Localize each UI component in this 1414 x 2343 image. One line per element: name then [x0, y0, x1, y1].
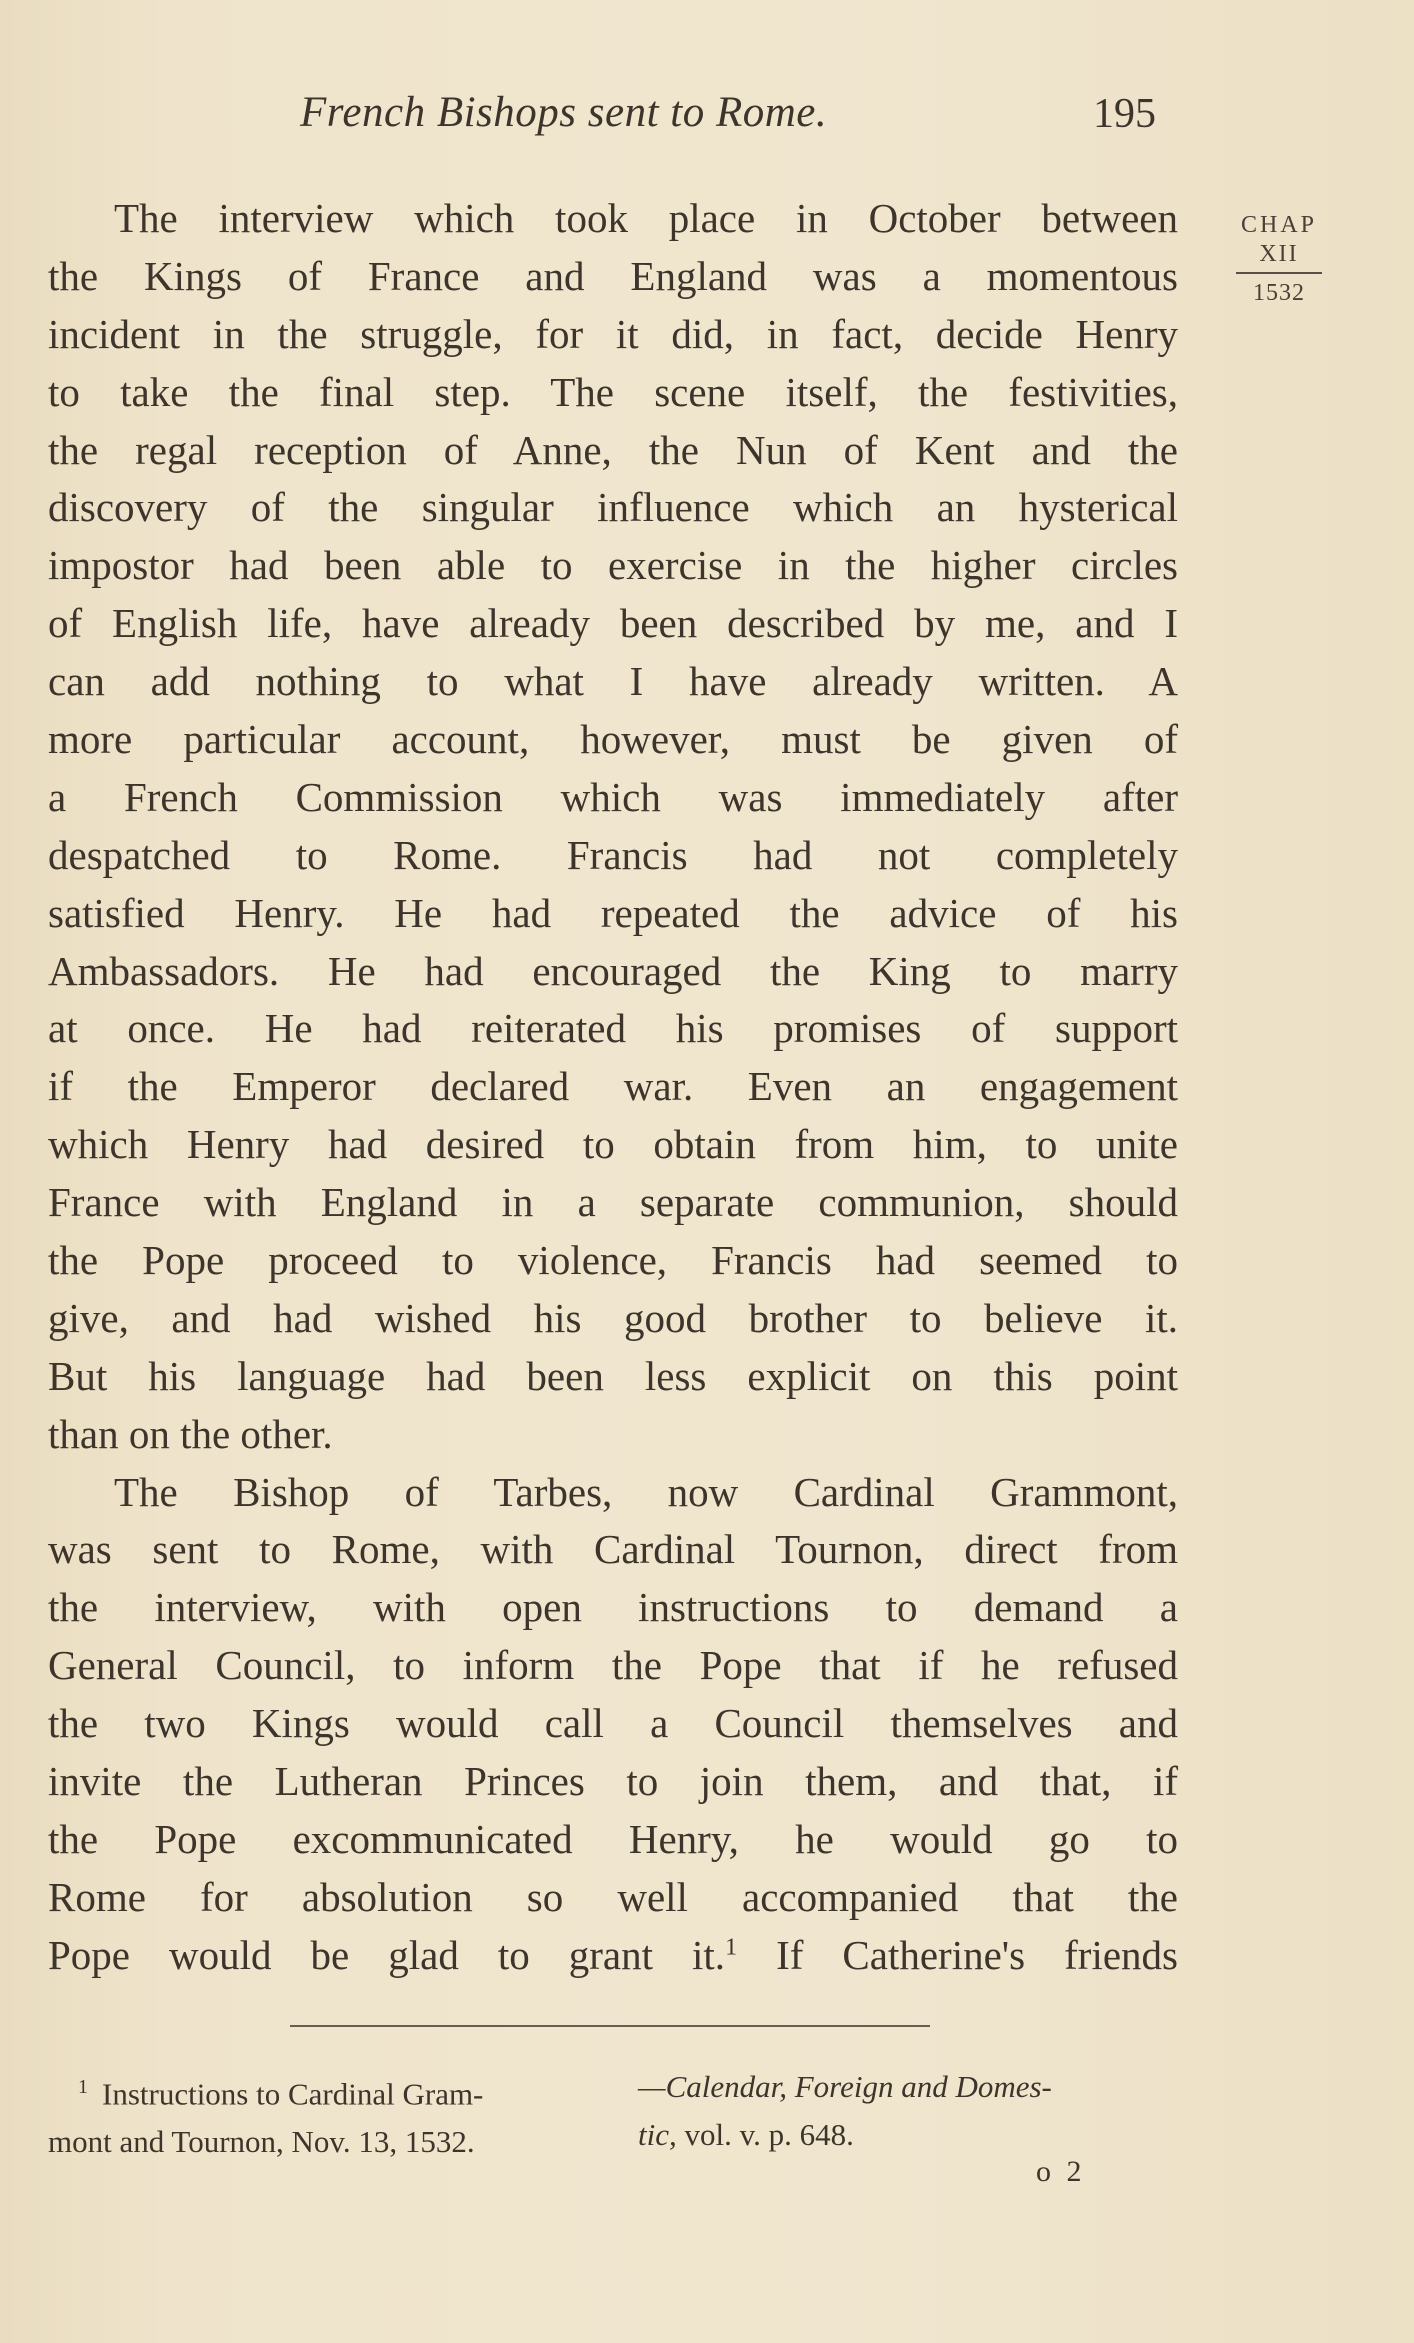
footnote-citation-rest: vol. v. p. 648.: [676, 2117, 854, 2152]
text-line: impostor had been able to exercise in the higher circles: [48, 542, 1178, 589]
text-line: the Pope excommunicated Henry, he would go to: [48, 1815, 1178, 1862]
page-number: 195: [1093, 91, 1156, 137]
footnote-citation-italic: tic,: [638, 2117, 677, 2152]
text-line: the Kings of France and England was a momentous: [48, 252, 1178, 299]
text-line: than on the other.: [48, 1410, 333, 1457]
text-line: despatched to Rome. Francis had not completely: [48, 831, 1178, 878]
text-line-with-footnote-ref: [48, 1927, 1178, 1985]
chapter-label: CHAP: [1240, 212, 1318, 238]
text-line: invite the Lutheran Princes to join them, and that, if: [48, 1758, 1178, 1805]
text-line: a French Commission which was immediately after: [48, 773, 1178, 820]
text-line: Rome for absolution so well accompanied that the: [48, 1873, 1178, 1920]
text-line: The interview which took place in October between: [114, 195, 1178, 241]
text-line: if the Emperor declared war. Even an engagement: [48, 1063, 1178, 1110]
text-line: of English life, have already been described by me, and I: [48, 600, 1178, 647]
text-line: was sent to Rome, with Cardinal Tournon, direct from: [48, 1526, 1178, 1573]
text-line: give, and had wished his good brother to believe it.: [48, 1294, 1178, 1341]
text-line: incident in the struggle, for it did, in fact, decide Henry: [48, 310, 1178, 357]
text-line: the interview, with open instructions to demand a: [48, 1584, 1178, 1631]
footnote-line: [48, 2063, 608, 2118]
text-line: which Henry had desired to obtain from him, to unite: [48, 1121, 1178, 1168]
footnote-reference[interactable]: 1: [725, 1934, 738, 1961]
margin-year: 1532: [1253, 280, 1305, 306]
footnote-text: Instructions to Cardinal Gram-: [102, 2076, 484, 2112]
text-line-end: If Catherine's friends: [737, 1931, 1178, 1978]
text-line: the regal reception of Anne, the Nun of Kent and the: [48, 426, 1178, 473]
footnote-mark: 1: [78, 2076, 88, 2098]
text-line: can add nothing to what I have already written. A: [48, 658, 1178, 705]
running-head: [0, 88, 1414, 148]
margin-rule: [1236, 272, 1322, 274]
text-line: France with England in a separate communion, should: [48, 1179, 1178, 1226]
footnote-line: mont and Tournon, Nov. 13, 1532.: [48, 2124, 475, 2160]
running-title: French Bishops sent to Rome.: [300, 89, 828, 136]
body-text: [48, 190, 1178, 1985]
printer-signature: o 2: [1036, 2155, 1086, 2188]
text-line-start: Pope would be glad to grant it.: [48, 1931, 726, 1978]
footnote-right-column: [638, 2063, 1198, 2159]
text-line: the two Kings would call a Council themselves and: [48, 1700, 1178, 1747]
footnote-divider: [290, 2025, 930, 2027]
text-line: The Bishop of Tarbes, now Cardinal Grammont,: [114, 1468, 1178, 1515]
text-line: at once. He had reiterated his promises of support: [48, 1005, 1178, 1052]
text-line: General Council, to inform the Pope that if he refused: [48, 1642, 1178, 1689]
margin-note: [1224, 212, 1334, 307]
chapter-number: XII: [1259, 241, 1299, 267]
footnote-citation: —Calendar, Foreign and Domes-: [638, 2069, 1052, 2104]
text-line: more particular account, however, must be given of: [48, 716, 1178, 763]
footnote-line: [638, 2111, 1198, 2159]
text-line: the Pope proceed to violence, Francis had seemed to: [48, 1237, 1178, 1284]
text-line: Ambassadors. He had encouraged the King to marry: [48, 947, 1178, 994]
footnote-left-column: [48, 2063, 608, 2166]
text-line: satisfied Henry. He had repeated the advice of his: [48, 889, 1178, 936]
text-line: discovery of the singular influence which an hysterical: [48, 484, 1178, 531]
text-line: But his language had been less explicit on this point: [48, 1352, 1178, 1399]
text-line: to take the final step. The scene itself, the festivities,: [48, 368, 1178, 415]
